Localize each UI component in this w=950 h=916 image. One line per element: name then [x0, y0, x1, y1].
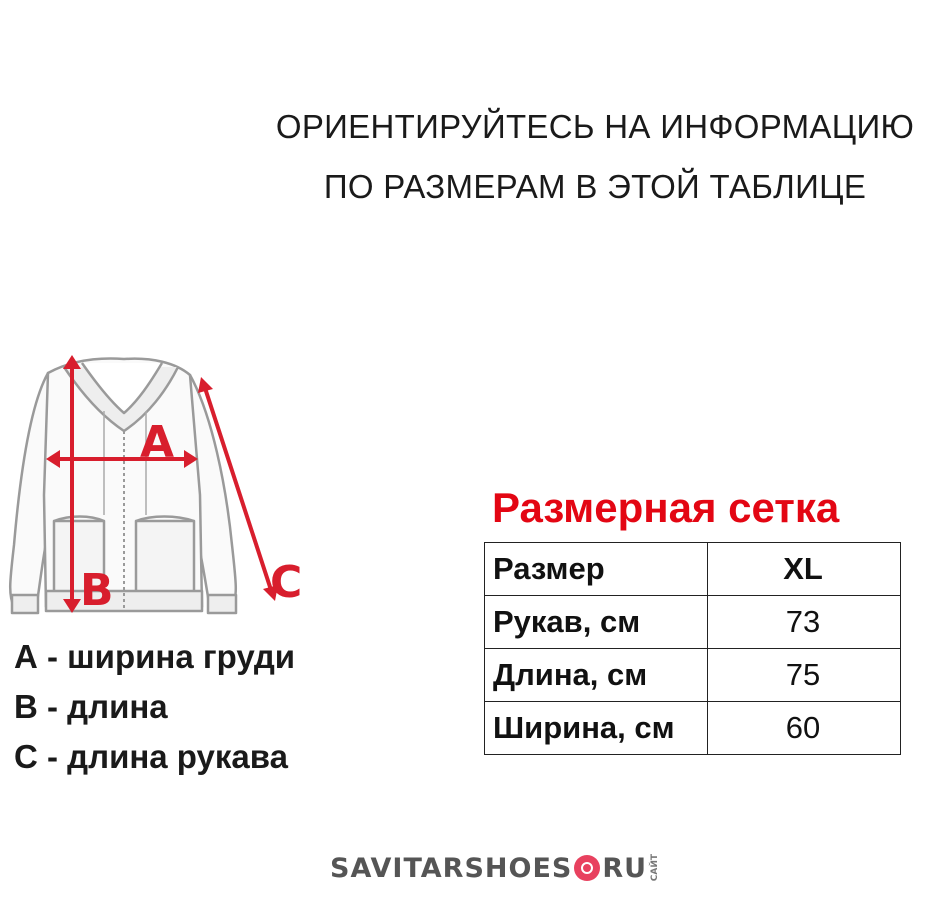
- legend-b: В - длина: [14, 688, 168, 725]
- row-label-width: Ширина, см: [485, 702, 708, 755]
- logo-text-right: RU: [602, 852, 648, 884]
- row-value-width: 60: [708, 702, 901, 755]
- size-header-label: Размер: [485, 543, 708, 596]
- heading-line-2: ПО РАЗМЕРАМ В ЭТОЙ ТАБЛИЦЕ: [323, 168, 867, 205]
- logo-tag: САЙТ: [650, 854, 661, 882]
- legend-a: А - ширина груди: [14, 638, 296, 675]
- size-table: [484, 542, 901, 755]
- site-logo: [330, 848, 660, 888]
- label-b: B: [80, 565, 114, 616]
- arrow-c-top-head: [198, 377, 213, 393]
- row-label-length: Длина, см: [485, 649, 708, 702]
- jacket-diagram: [0, 345, 320, 635]
- size-header-value: XL: [708, 543, 901, 596]
- table-row: [485, 649, 901, 702]
- legend-c: С - длина рукава: [14, 738, 288, 775]
- table-row: [485, 702, 901, 755]
- label-c: C: [270, 557, 303, 608]
- size-table-title: Размерная сетка: [492, 484, 840, 531]
- size-table-header-row: [485, 543, 901, 596]
- table-row: [485, 596, 901, 649]
- heading-line-1: ОРИЕНТИРУЙТЕСЬ НА ИНФОРМАЦИЮ: [275, 108, 915, 145]
- label-a: A: [140, 417, 175, 468]
- shoe-badge-icon: [574, 855, 600, 881]
- row-value-sleeve: 73: [708, 596, 901, 649]
- logo-text-left: SAVITARSHOES: [330, 852, 573, 884]
- row-label-sleeve: Рукав, см: [485, 596, 708, 649]
- row-value-length: 75: [708, 649, 901, 702]
